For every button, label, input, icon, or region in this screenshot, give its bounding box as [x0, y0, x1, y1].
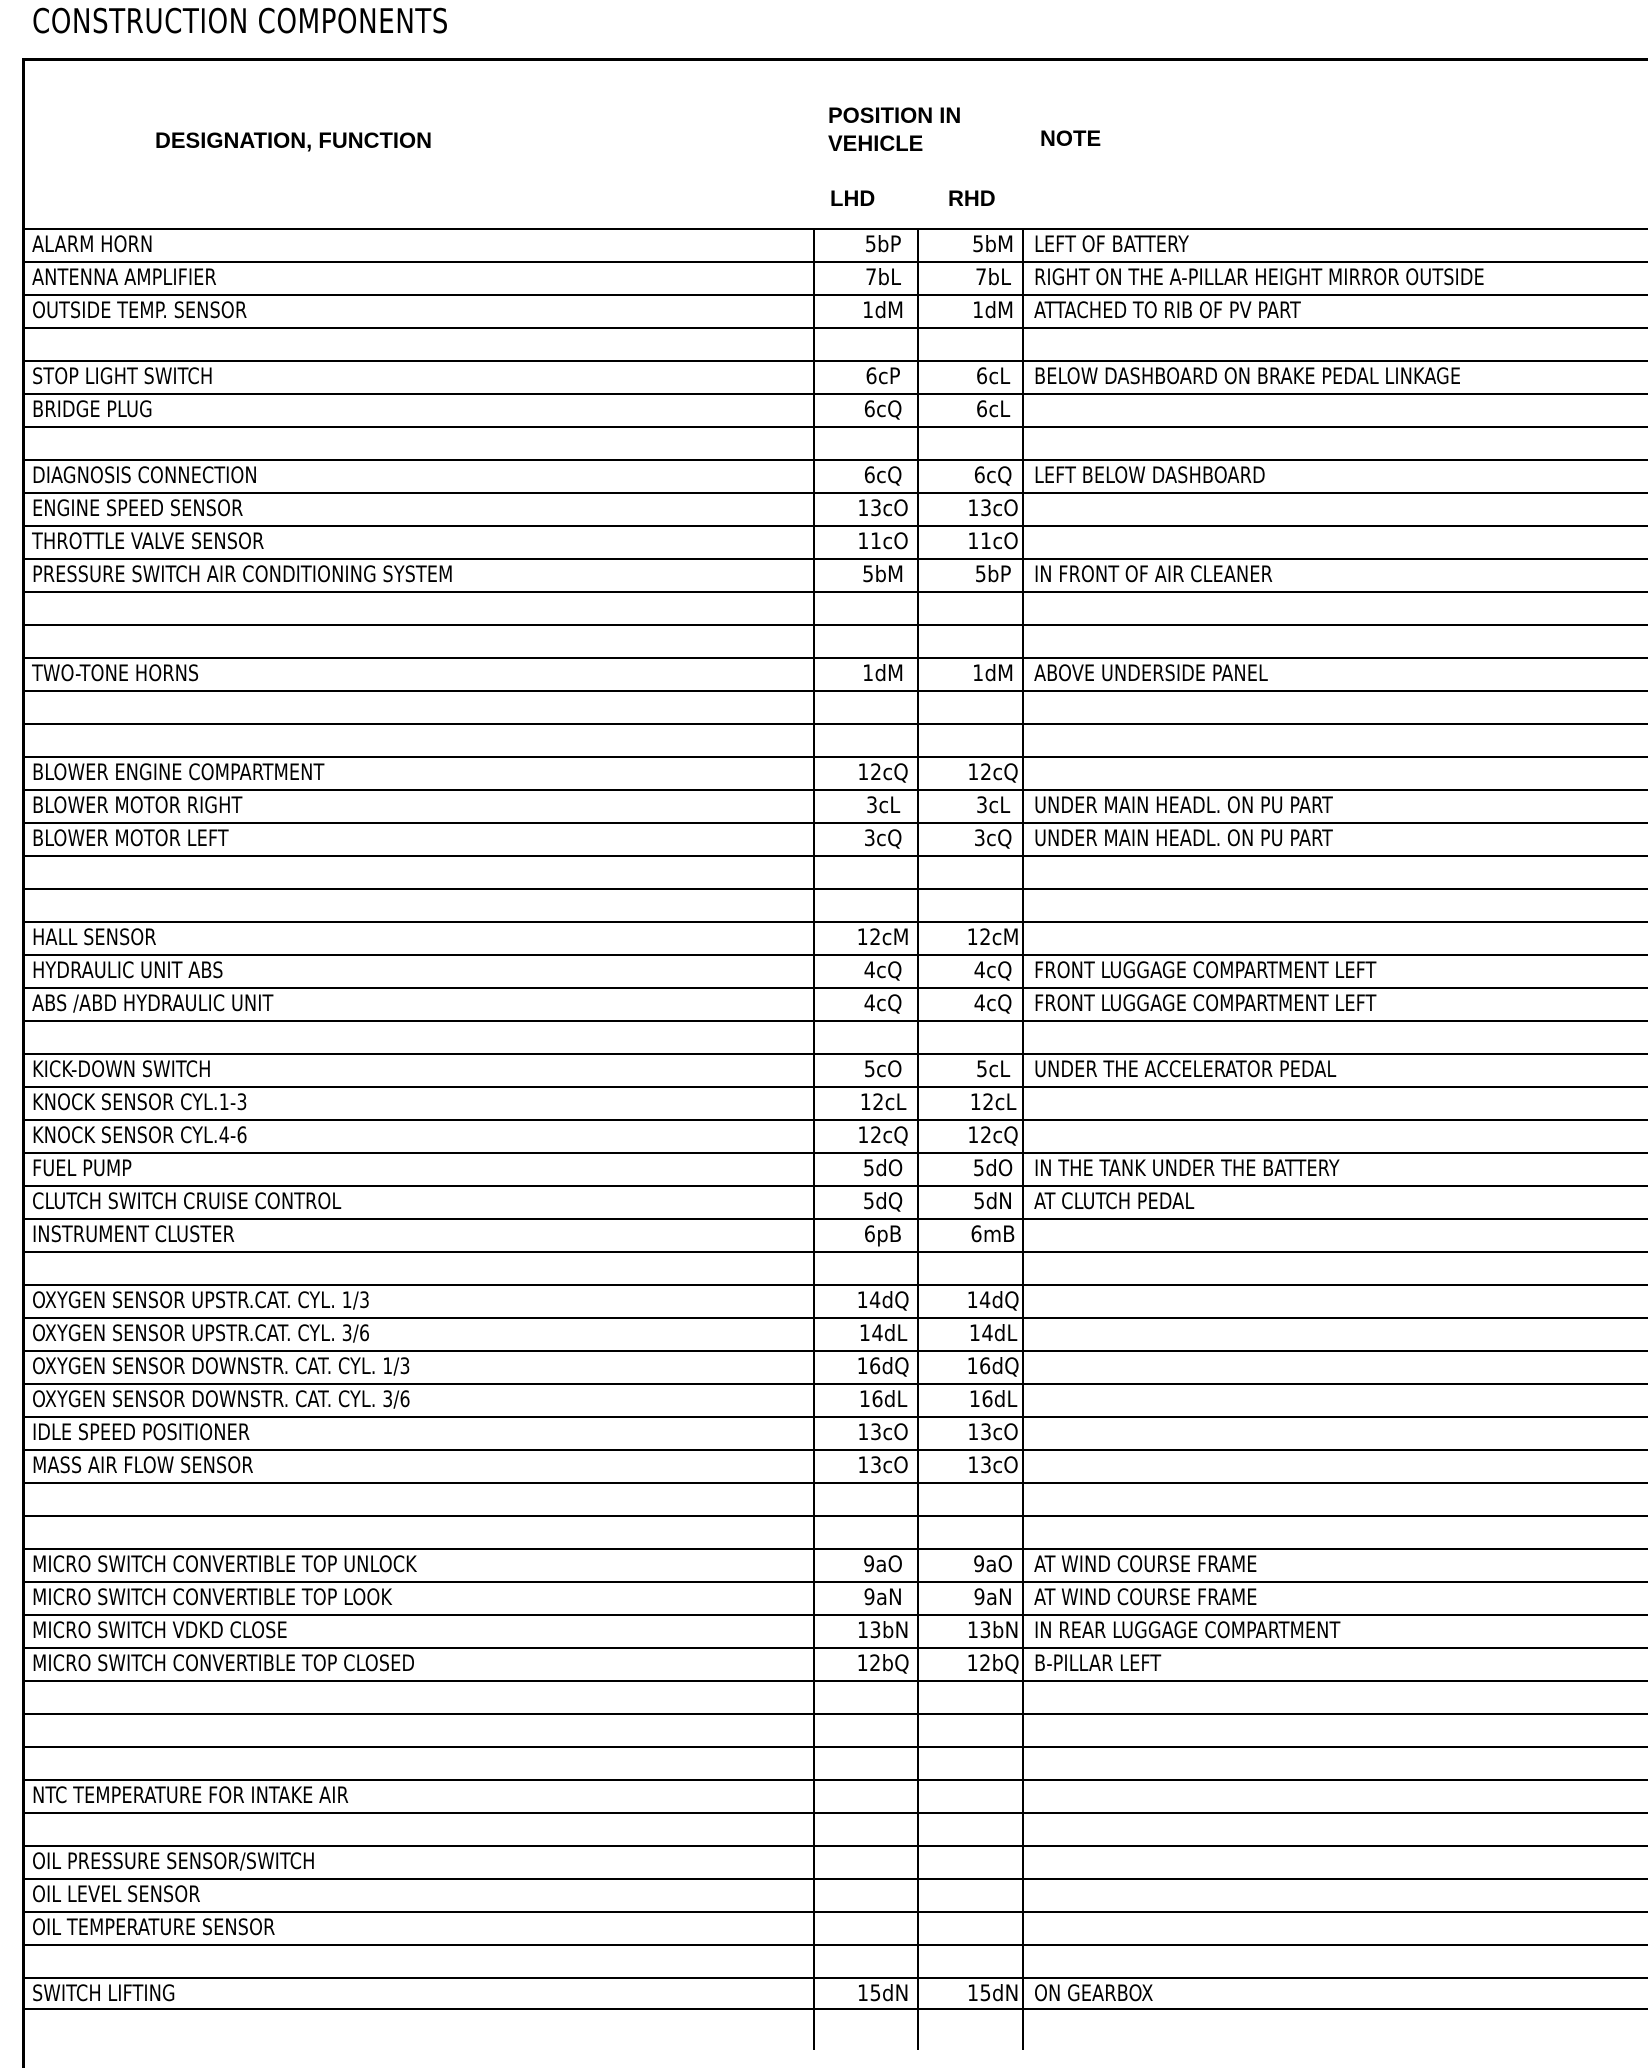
note-cell: ABOVE UNDERSIDE PANEL: [1034, 662, 1268, 687]
lhd-cell: 7bL: [864, 266, 902, 291]
lhd-cell: 4cQ: [863, 992, 903, 1017]
designation-cell: STOP LIGHT SWITCH: [32, 365, 214, 390]
table-row: [22, 1449, 1648, 1482]
note-cell: IN REAR LUGGAGE COMPARTMENT: [1034, 1619, 1341, 1644]
table-body: [22, 228, 1648, 2010]
designation-cell: MICRO SWITCH CONVERTIBLE TOP UNLOCK: [32, 1553, 417, 1578]
rhd-cell: 9aO: [972, 1553, 1014, 1578]
designation-cell: KNOCK SENSOR CYL.4-6: [32, 1124, 248, 1149]
rhd-cell: 5cL: [975, 1058, 1011, 1083]
note-cell: UNDER MAIN HEADL. ON PU PART: [1034, 794, 1333, 819]
lhd-cell: 12cM: [856, 926, 910, 951]
designation-cell: DIAGNOSIS CONNECTION: [32, 464, 258, 489]
rhd-cell: 3cL: [975, 794, 1011, 819]
designation-cell: BLOWER MOTOR RIGHT: [32, 794, 243, 819]
designation-cell: HYDRAULIC UNIT ABS: [32, 959, 224, 984]
rhd-cell: 16dL: [968, 1388, 1018, 1413]
header-position: [828, 102, 961, 158]
header-designation: DESIGNATION, FUNCTION: [155, 128, 433, 153]
lhd-cell: 5cO: [863, 1058, 903, 1083]
designation-cell: ALARM HORN: [32, 233, 154, 258]
designation-cell: MASS AIR FLOW SENSOR: [32, 1454, 254, 1479]
lhd-cell: 13bN: [856, 1619, 910, 1644]
table-row: [22, 723, 1648, 756]
table-row: [22, 1317, 1648, 1350]
table-row: [22, 822, 1648, 855]
table-row: [22, 1020, 1648, 1053]
lhd-cell: 12cQ: [857, 1124, 909, 1149]
table-row: [22, 789, 1648, 822]
note-cell: UNDER THE ACCELERATOR PEDAL: [1034, 1058, 1337, 1083]
table-row: [22, 921, 1648, 954]
lhd-cell: 5dO: [862, 1157, 904, 1182]
page-title: CONSTRUCTION COMPONENTS: [32, 2, 449, 42]
lhd-cell: 13cO: [857, 1454, 909, 1479]
lhd-cell: 9aO: [862, 1553, 904, 1578]
table-row: [22, 591, 1648, 624]
rhd-cell: 14dQ: [966, 1289, 1020, 1314]
lhd-cell: 14dL: [858, 1322, 908, 1347]
designation-cell: ENGINE SPEED SENSOR: [32, 497, 244, 522]
lhd-cell: 3cQ: [863, 827, 903, 852]
lhd-cell: 5bP: [864, 233, 902, 258]
rhd-cell: 12cQ: [967, 1124, 1019, 1149]
lhd-cell: 12cL: [859, 1091, 907, 1116]
table-row: [22, 1911, 1648, 1944]
rhd-cell: 13cO: [967, 497, 1019, 522]
lhd-cell: 12cQ: [857, 761, 909, 786]
lhd-cell: 14dQ: [856, 1289, 910, 1314]
table-row: [22, 1482, 1648, 1515]
lhd-cell: 6cP: [865, 365, 901, 390]
note-cell: IN FRONT OF AIR CLEANER: [1034, 563, 1273, 588]
designation-cell: BLOWER ENGINE COMPARTMENT: [32, 761, 325, 786]
table-row: [22, 525, 1648, 558]
rhd-cell: 15dN: [966, 1982, 1020, 2007]
note-cell: FRONT LUGGAGE COMPARTMENT LEFT: [1034, 992, 1377, 1017]
table-row: [22, 327, 1648, 360]
header-position-line2: VEHICLE: [828, 131, 924, 156]
table-row: [22, 1713, 1648, 1746]
rhd-cell: 13cO: [967, 1421, 1019, 1446]
rhd-cell: 12cM: [966, 926, 1020, 951]
designation-cell: OIL LEVEL SENSOR: [32, 1883, 201, 1908]
rhd-cell: 4cQ: [973, 992, 1013, 1017]
note-cell: LEFT OF BATTERY: [1034, 233, 1190, 258]
table-row: [22, 1251, 1648, 1284]
table-row: [22, 261, 1648, 294]
designation-cell: KICK-DOWN SWITCH: [32, 1058, 212, 1083]
rhd-cell: 6cL: [975, 365, 1011, 390]
table-row: [22, 228, 1648, 261]
rhd-cell: 9aN: [973, 1586, 1013, 1611]
rhd-cell: 6cL: [975, 398, 1011, 423]
designation-cell: PRESSURE SWITCH AIR CONDITIONING SYSTEM: [32, 563, 454, 588]
note-cell: ATTACHED TO RIB OF PV PART: [1034, 299, 1301, 324]
designation-cell: HALL SENSOR: [32, 926, 157, 951]
table-row: [22, 1053, 1648, 1086]
lhd-cell: 9aN: [863, 1586, 903, 1611]
note-cell: AT WIND COURSE FRAME: [1034, 1586, 1258, 1611]
designation-cell: OXYGEN SENSOR UPSTR.CAT. CYL. 1/3: [32, 1289, 371, 1314]
rhd-cell: 1dM: [971, 299, 1015, 324]
designation-cell: BRIDGE PLUG: [32, 398, 153, 423]
note-cell: ON GEARBOX: [1034, 1982, 1154, 2007]
note-cell: AT WIND COURSE FRAME: [1034, 1553, 1258, 1578]
table-row: [22, 1680, 1648, 1713]
rhd-cell: 5dO: [972, 1157, 1014, 1182]
header-position-line1: POSITION IN: [828, 103, 962, 128]
table-row: [22, 1284, 1648, 1317]
designation-cell: IDLE SPEED POSITIONER: [32, 1421, 251, 1446]
designation-cell: MICRO SWITCH CONVERTIBLE TOP CLOSED: [32, 1652, 416, 1677]
table-row: [22, 888, 1648, 921]
note-cell: AT CLUTCH PEDAL: [1034, 1190, 1195, 1215]
table-row: [22, 1119, 1648, 1152]
note-cell: FRONT LUGGAGE COMPARTMENT LEFT: [1034, 959, 1377, 984]
table-row: [22, 1515, 1648, 1548]
lhd-cell: 4cQ: [863, 959, 903, 984]
rhd-cell: 4cQ: [973, 959, 1013, 984]
table-row: [22, 1779, 1648, 1812]
table-row: [22, 558, 1648, 591]
rhd-cell: 6mB: [970, 1223, 1016, 1248]
table-row: [22, 1086, 1648, 1119]
note-cell: LEFT BELOW DASHBOARD: [1034, 464, 1266, 489]
table-row: [22, 1350, 1648, 1383]
rhd-cell: 13cO: [967, 1454, 1019, 1479]
table-row: [22, 1383, 1648, 1416]
note-cell: IN THE TANK UNDER THE BATTERY: [1034, 1157, 1340, 1182]
rhd-cell: 5dN: [973, 1190, 1013, 1215]
table-row: [22, 1944, 1648, 1977]
rhd-cell: 16dQ: [966, 1355, 1020, 1380]
table-row: [22, 1746, 1648, 1779]
lhd-cell: 3cL: [865, 794, 901, 819]
table-row: [22, 987, 1648, 1020]
designation-cell: TWO-TONE HORNS: [32, 662, 200, 687]
rhd-cell: 5bM: [971, 233, 1015, 258]
lhd-cell: 13cO: [857, 1421, 909, 1446]
table-row: [22, 294, 1648, 327]
table-row: [22, 1548, 1648, 1581]
note-cell: BELOW DASHBOARD ON BRAKE PEDAL LINKAGE: [1034, 365, 1462, 390]
designation-cell: MICRO SWITCH VDKD CLOSE: [32, 1619, 288, 1644]
table-row: [22, 855, 1648, 888]
note-cell: UNDER MAIN HEADL. ON PU PART: [1034, 827, 1333, 852]
lhd-cell: 6pB: [863, 1223, 903, 1248]
table-row: [22, 1581, 1648, 1614]
designation-cell: OIL TEMPERATURE SENSOR: [32, 1916, 276, 1941]
lhd-cell: 1dM: [861, 662, 905, 687]
rhd-cell: 12cL: [969, 1091, 1017, 1116]
rhd-cell: 12cQ: [967, 761, 1019, 786]
table-row: [22, 393, 1648, 426]
table-row: [22, 1812, 1648, 1845]
rhd-cell: 5bP: [974, 563, 1012, 588]
table-row: [22, 624, 1648, 657]
designation-cell: OXYGEN SENSOR UPSTR.CAT. CYL. 3/6: [32, 1322, 371, 1347]
designation-cell: THROTTLE VALVE SENSOR: [32, 530, 265, 555]
rhd-cell: 14dL: [968, 1322, 1018, 1347]
designation-cell: INSTRUMENT CLUSTER: [32, 1223, 235, 1248]
rhd-cell: 7bL: [974, 266, 1012, 291]
lhd-cell: 5bM: [861, 563, 905, 588]
rhd-cell: 11cO: [967, 530, 1019, 555]
lhd-cell: 1dM: [861, 299, 905, 324]
rhd-cell: 12bQ: [966, 1652, 1020, 1677]
table-row: [22, 1845, 1648, 1878]
table-row: [22, 1878, 1648, 1911]
designation-cell: SWITCH LIFTING: [32, 1982, 176, 2007]
table-row: [22, 657, 1648, 690]
lhd-cell: 5dQ: [862, 1190, 904, 1215]
designation-cell: OXYGEN SENSOR DOWNSTR. CAT. CYL. 3/6: [32, 1388, 411, 1413]
designation-cell: OXYGEN SENSOR DOWNSTR. CAT. CYL. 1/3: [32, 1355, 411, 1380]
lhd-cell: 12bQ: [856, 1652, 910, 1677]
designation-cell: FUEL PUMP: [32, 1157, 133, 1182]
table-row: [22, 1647, 1648, 1680]
designation-cell: ABS /ABD HYDRAULIC UNIT: [32, 992, 274, 1017]
table-row: [22, 954, 1648, 987]
rhd-cell: 13bN: [966, 1619, 1020, 1644]
table-row: [22, 1185, 1648, 1218]
designation-cell: OUTSIDE TEMP. SENSOR: [32, 299, 248, 324]
designation-cell: MICRO SWITCH CONVERTIBLE TOP LOOK: [32, 1586, 393, 1611]
lhd-cell: 13cO: [857, 497, 909, 522]
header-lhd: LHD: [830, 186, 876, 211]
designation-cell: ANTENNA AMPLIFIER: [32, 266, 217, 291]
table-row: [22, 1152, 1648, 1185]
lhd-cell: 16dL: [858, 1388, 908, 1413]
header-note: NOTE: [1040, 126, 1102, 151]
table-row: [22, 492, 1648, 525]
note-cell: B-PILLAR LEFT: [1034, 1652, 1162, 1677]
designation-cell: CLUTCH SWITCH CRUISE CONTROL: [32, 1190, 342, 1215]
lhd-cell: 15dN: [856, 1982, 910, 2007]
table-row: [22, 360, 1648, 393]
table-row: [22, 756, 1648, 789]
rhd-cell: 1dM: [971, 662, 1015, 687]
lhd-cell: 11cO: [857, 530, 909, 555]
rhd-cell: 3cQ: [973, 827, 1013, 852]
designation-cell: NTC TEMPERATURE FOR INTAKE AIR: [32, 1784, 349, 1809]
table-row: [22, 690, 1648, 723]
rhd-cell: 6cQ: [973, 464, 1013, 489]
table-row: [22, 1614, 1648, 1647]
table-row: [22, 426, 1648, 459]
lhd-cell: 6cQ: [863, 464, 903, 489]
note-cell: RIGHT ON THE A-PILLAR HEIGHT MIRROR OUTSIDE: [1034, 266, 1485, 291]
lhd-cell: 16dQ: [856, 1355, 910, 1380]
designation-cell: BLOWER MOTOR LEFT: [32, 827, 229, 852]
lhd-cell: 6cQ: [863, 398, 903, 423]
header-rhd: RHD: [948, 186, 996, 211]
designation-cell: KNOCK SENSOR CYL.1-3: [32, 1091, 248, 1116]
table-row: [22, 1218, 1648, 1251]
table-row: [22, 1977, 1648, 2010]
designation-cell: OIL PRESSURE SENSOR/SWITCH: [32, 1850, 316, 1875]
table-row: [22, 1416, 1648, 1449]
table-row: [22, 459, 1648, 492]
